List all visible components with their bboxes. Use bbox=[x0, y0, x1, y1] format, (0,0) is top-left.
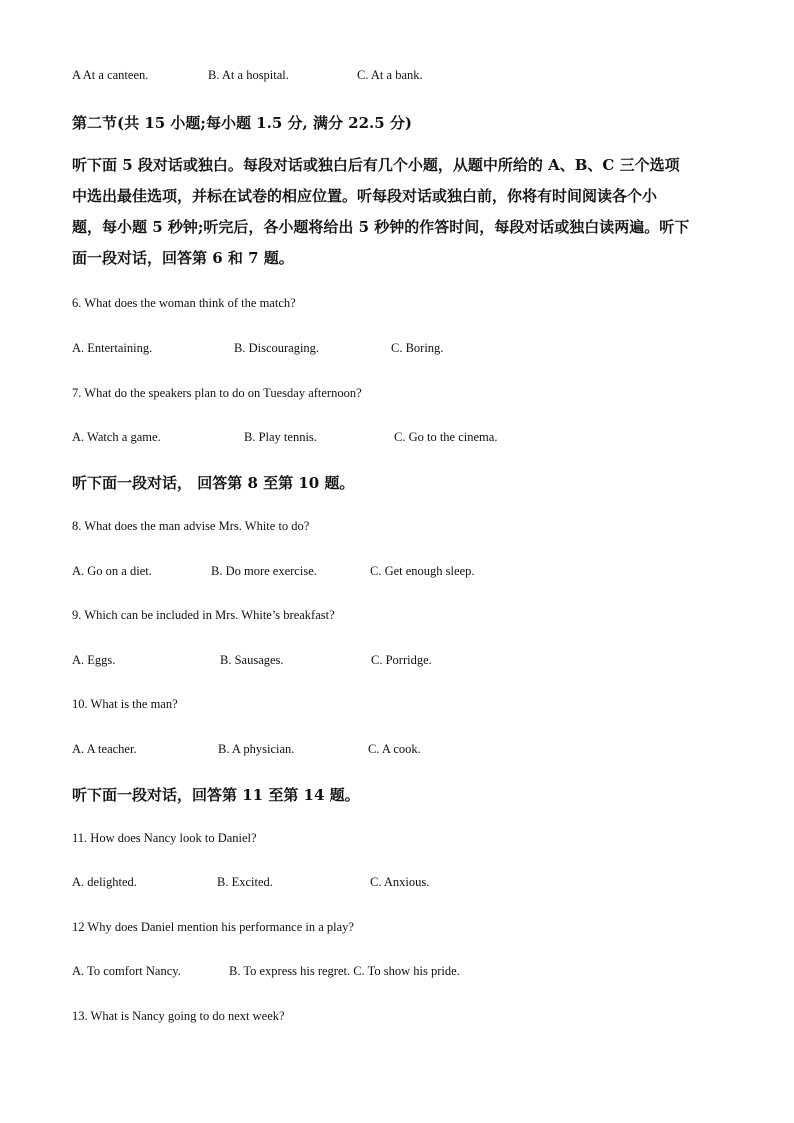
q12-option-a: A. To comfort Nancy. bbox=[72, 964, 181, 978]
q6-option-a: A. Entertaining. bbox=[72, 341, 153, 355]
q10-option-b: B. A physician. bbox=[218, 742, 295, 756]
question-12: 12 Why does Daniel mention his performance in a play? bbox=[72, 920, 354, 934]
q10-option-c: C. A cook. bbox=[368, 742, 421, 756]
question-13: 13. What is Nancy going to do next week? bbox=[72, 1009, 285, 1023]
q9-option-c: C. Porridge. bbox=[371, 653, 432, 667]
question-7: 7. What do the speakers plan to do on Tuesday afternoon? bbox=[72, 386, 362, 400]
instructions-line: 听下面 5 段对话或独白。每段对话或独白后有几个小题，从题中所给的 A、B、C 三个选项 bbox=[72, 156, 680, 174]
instructions-line: 面一段对话，回答第 6 和 7 题。 bbox=[72, 249, 294, 267]
instructions-line: 中选出最佳选项，并标在试卷的相应位置。听每段对话或独白前，你将有时间阅读各个小 bbox=[72, 187, 658, 205]
q6-option-b: B. Discouraging. bbox=[234, 341, 320, 355]
q8-option-c: C. Get enough sleep. bbox=[370, 564, 475, 578]
q8-option-b: B. Do more exercise. bbox=[211, 564, 317, 578]
q5-option-a: A At a canteen. bbox=[72, 68, 149, 82]
q6-option-c: C. Boring. bbox=[391, 341, 444, 355]
section-title: 第二节(共 15 小题;每小题 1.5 分, 满分 22.5 分) bbox=[72, 114, 413, 132]
group-heading-11-14: 听下面一段对话，回答第 11 至第 14 题。 bbox=[72, 786, 360, 804]
question-9: 9. Which can be included in Mrs. White’s breakfast? bbox=[72, 608, 335, 622]
q12-option-b-c: B. To express his regret. C. To show his pride. bbox=[229, 964, 460, 978]
q8-option-a: A. Go on a diet. bbox=[72, 564, 152, 578]
q11-option-b: B. Excited. bbox=[217, 875, 273, 889]
q11-option-c: C. Anxious. bbox=[370, 875, 430, 889]
group-heading-8-10: 听下面一段对话， 回答第 8 至第 10 题。 bbox=[72, 474, 355, 492]
q11-option-a: A. delighted. bbox=[72, 875, 137, 889]
instructions-line: 题，每小题 5 秒钟;听完后，各小题将给出 5 秒钟的作答时间，每段对话或独白读两遍。听下 bbox=[72, 218, 690, 236]
question-8: 8. What does the man advise Mrs. White to do? bbox=[72, 519, 310, 533]
q5-option-c: C. At a bank. bbox=[357, 68, 423, 82]
q9-option-b: B. Sausages. bbox=[220, 653, 284, 667]
q9-option-a: A. Eggs. bbox=[72, 653, 116, 667]
q5-option-b: B. At a hospital. bbox=[208, 68, 289, 82]
q7-option-b: B. Play tennis. bbox=[244, 430, 317, 444]
q7-option-a: A. Watch a game. bbox=[72, 430, 161, 444]
question-6: 6. What does the woman think of the match? bbox=[72, 296, 296, 310]
q10-option-a: A. A teacher. bbox=[72, 742, 137, 756]
question-10: 10. What is the man? bbox=[72, 697, 178, 711]
q7-option-c: C. Go to the cinema. bbox=[394, 430, 498, 444]
instructions-paragraph bbox=[72, 150, 722, 274]
question-11: 11. How does Nancy look to Daniel? bbox=[72, 831, 257, 845]
